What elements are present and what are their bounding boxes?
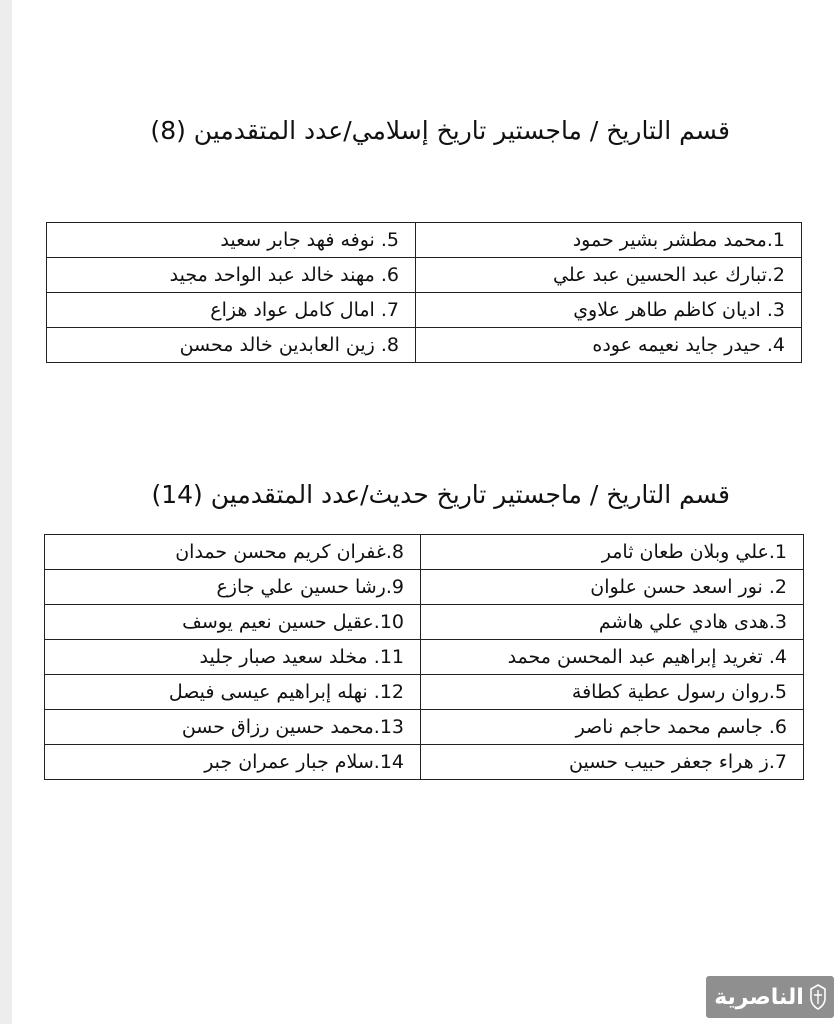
table-row — [45, 605, 804, 640]
applicants-table-modern-history — [44, 534, 804, 780]
applicant-name: 2.تبارك عبد الحسين عبد علي — [416, 258, 802, 293]
applicant-name: 8.غفران كريم محسن حمدان — [45, 535, 421, 570]
table-row — [45, 535, 804, 570]
page-edge-shadow — [0, 0, 12, 1024]
applicant-name: 1.علي وبلان طعان ثامر — [421, 535, 804, 570]
applicant-name: 9.رشا حسين علي جازع — [45, 570, 421, 605]
applicant-name: 2. نور اسعد حسن علوان — [421, 570, 804, 605]
table-row — [45, 710, 804, 745]
applicant-name: 13.محمد حسين رزاق حسن — [45, 710, 421, 745]
table-row — [45, 640, 804, 675]
applicant-name: 5.روان رسول عطية كطافة — [421, 675, 804, 710]
applicant-name: 5. نوفه فهد جابر سعيد — [47, 223, 416, 258]
table-row — [47, 328, 802, 363]
applicant-name: 10.عقيل حسين نعيم يوسف — [45, 605, 421, 640]
table-row — [45, 745, 804, 780]
table-row — [47, 293, 802, 328]
applicant-name: 12. نهله إبراهيم عيسى فيصل — [45, 675, 421, 710]
watermark-logo — [706, 976, 834, 1018]
applicant-name: 6. جاسم محمد حاجم ناصر — [421, 710, 804, 745]
section-title-modern-history: قسم التاريخ / ماجستير تاريخ حديث/عدد المتقدمين (14) — [151, 480, 730, 509]
watermark-text: الناصرية — [714, 984, 804, 1010]
applicant-name: 7.ز هراء جعفر حبيب حسين — [421, 745, 804, 780]
shield-emblem-icon — [810, 984, 826, 1010]
table-row — [47, 223, 802, 258]
section-title-islamic-history: قسم التاريخ / ماجستير تاريخ إسلامي/عدد المتقدمين (8) — [150, 116, 730, 145]
applicant-name: 3.هدى هادي علي هاشم — [421, 605, 804, 640]
applicant-name: 14.سلام جبار عمران جبر — [45, 745, 421, 780]
applicant-name: 11. مخلد سعيد صبار جليد — [45, 640, 421, 675]
applicants-table-islamic-history — [46, 222, 802, 363]
table-row — [45, 570, 804, 605]
applicant-name: 6. مهند خالد عبد الواحد مجيد — [47, 258, 416, 293]
applicant-name: 3. اديان كاظم طاهر علاوي — [416, 293, 802, 328]
applicant-name: 4. تغريد إبراهيم عبد المحسن محمد — [421, 640, 804, 675]
table-row — [45, 675, 804, 710]
applicant-name: 1.محمد مطشر بشير حمود — [416, 223, 802, 258]
applicant-name: 8. زين العابدين خالد محسن — [47, 328, 416, 363]
applicant-name: 7. امال كامل عواد هزاع — [47, 293, 416, 328]
table-row — [47, 258, 802, 293]
applicant-name: 4. حيدر جايد نعيمه عوده — [416, 328, 802, 363]
